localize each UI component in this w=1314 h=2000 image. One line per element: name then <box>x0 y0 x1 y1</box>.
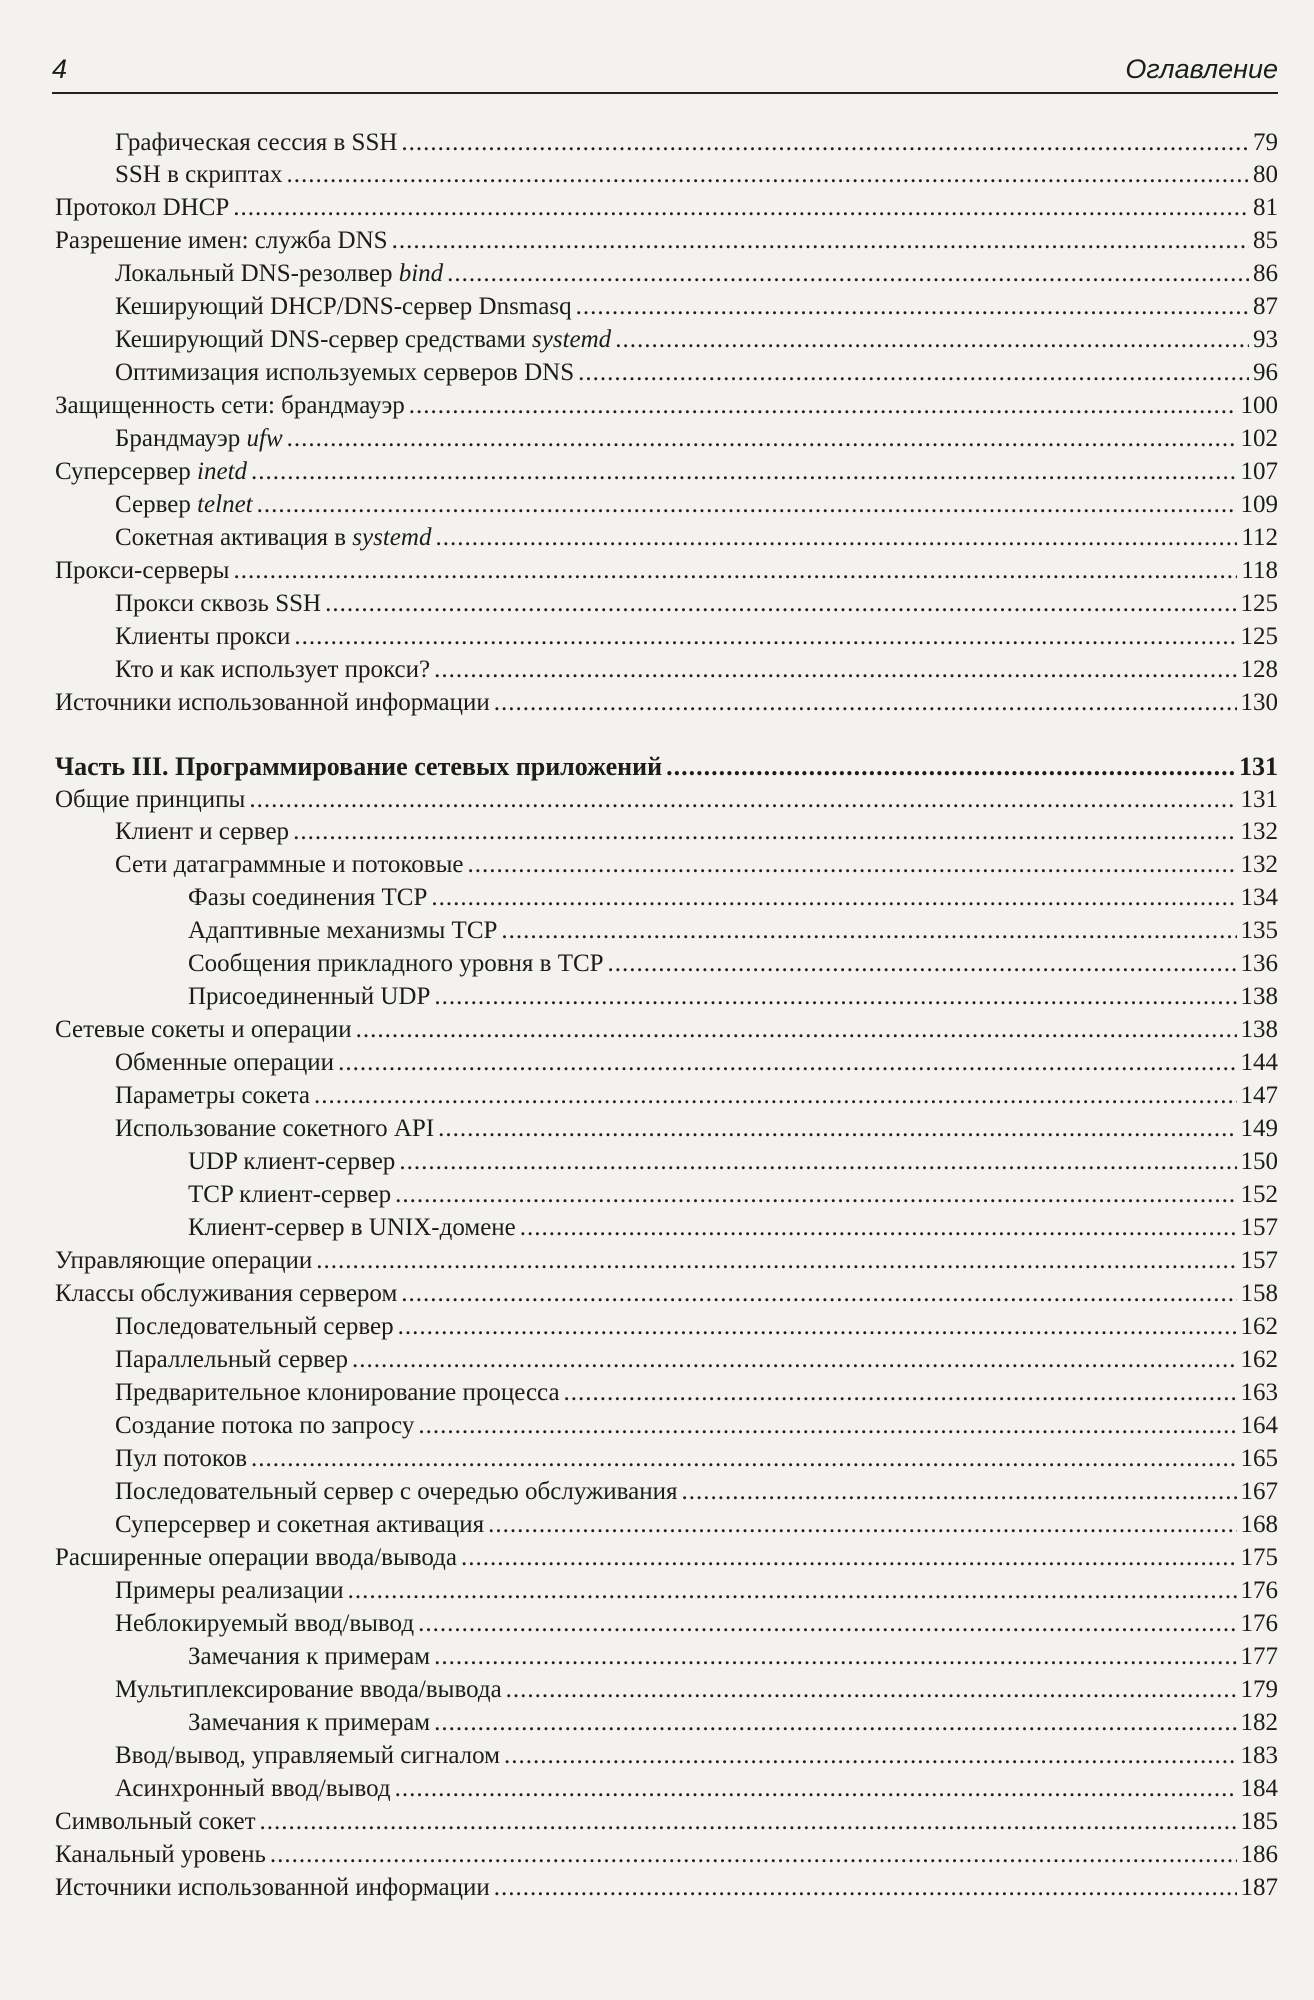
toc-entry-title <box>115 850 464 880</box>
dot-leader <box>434 655 1236 685</box>
toc-entry-title-text: Ввод/вывод, управляемый сигналом <box>115 1742 500 1769</box>
dot-leader <box>352 1345 1237 1375</box>
toc-entry-page: 163 <box>1240 1379 1278 1406</box>
toc-entry <box>115 358 1278 388</box>
toc-entry-page: 135 <box>1240 917 1278 944</box>
toc-entry-title <box>115 589 321 619</box>
toc-entry-title <box>188 1180 391 1210</box>
toc-entry-page: 128 <box>1240 656 1278 683</box>
toc-entry <box>115 1774 1278 1804</box>
toc-entry-title-text: Замечания к примерам <box>188 1643 431 1670</box>
toc-entry-title <box>55 1279 397 1309</box>
toc-entry <box>55 391 1278 421</box>
toc-entry-page: 125 <box>1240 590 1278 617</box>
toc-entry-title <box>188 949 604 979</box>
toc-entry <box>115 1378 1278 1408</box>
dot-leader <box>504 1741 1237 1771</box>
page-number: 4 <box>52 54 68 84</box>
dot-leader <box>434 1708 1236 1738</box>
toc-entry-title-text: Сервер <box>115 491 198 518</box>
toc-entry <box>55 457 1278 487</box>
toc-entry <box>55 785 1278 815</box>
toc-entry-title <box>55 752 662 782</box>
dot-leader <box>401 128 1249 158</box>
dot-leader <box>338 1048 1236 1078</box>
toc-entry-title <box>115 1675 502 1705</box>
toc-entry-page: 144 <box>1240 1049 1278 1076</box>
toc-entry-page: 162 <box>1240 1346 1278 1373</box>
toc-entry-title-text: Неблокируемый ввод/вывод <box>115 1610 415 1637</box>
dot-leader <box>251 1444 1236 1474</box>
toc-entry-page: 168 <box>1240 1511 1278 1538</box>
toc-entry-page: 132 <box>1240 818 1278 845</box>
toc-entry-title-text: Клиент-сервер в UNIX-домене <box>188 1214 516 1241</box>
dot-leader <box>666 752 1235 782</box>
toc-entry-title-text: Создание потока по запросу <box>115 1412 415 1439</box>
toc-entry <box>188 1642 1278 1672</box>
dot-leader <box>356 1015 1237 1045</box>
dot-leader <box>233 193 1249 223</box>
toc-entry <box>188 982 1278 1012</box>
toc-entry-page: 138 <box>1240 983 1278 1010</box>
toc-entry <box>115 128 1278 158</box>
toc-entry-title-text: Классы обслуживания сервером <box>55 1280 398 1307</box>
dot-leader <box>418 1411 1236 1441</box>
toc-entry-page: 167 <box>1240 1478 1278 1505</box>
dot-leader <box>233 556 1237 586</box>
toc-entry-title <box>188 982 430 1012</box>
toc-entry-title <box>115 622 290 652</box>
toc-entry <box>188 883 1278 913</box>
toc-entry <box>115 1444 1278 1474</box>
toc-entry-title <box>188 1708 430 1738</box>
toc-entry-title-text: Адаптивные механизмы TCP <box>188 917 498 944</box>
toc-entry-title-text: Примеры реализации <box>115 1577 344 1604</box>
dot-leader <box>395 1180 1236 1210</box>
toc-entry-page: 158 <box>1240 1280 1278 1307</box>
toc-entry-title <box>115 1444 247 1474</box>
toc-entry-page: 182 <box>1240 1709 1278 1736</box>
toc-entry <box>115 292 1278 322</box>
toc-entry-page: 157 <box>1240 1247 1278 1274</box>
dot-leader <box>270 1840 1237 1870</box>
toc-entry-page: 150 <box>1240 1148 1278 1175</box>
toc-entry <box>115 1411 1278 1441</box>
toc-entry-title <box>55 1840 266 1870</box>
toc-entry-page: 81 <box>1253 194 1278 221</box>
toc-entry <box>115 1048 1278 1078</box>
toc-entry-title-text: Использование сокетного API <box>115 1115 435 1142</box>
toc-entry-title <box>55 688 490 718</box>
dot-leader <box>431 883 1236 913</box>
toc-entry-page: 85 <box>1253 227 1278 254</box>
dot-leader <box>615 325 1249 355</box>
toc-entry <box>115 1576 1278 1606</box>
toc-entry-title-text: Источники использованной информации <box>55 1874 490 1901</box>
toc-entry-title-text: Оптимизация используемых серверов DNS <box>115 359 575 386</box>
toc-entry-title-text: Протокол DHCP <box>55 194 230 221</box>
toc-entry <box>115 1312 1278 1342</box>
toc-entry-page: 176 <box>1240 1577 1278 1604</box>
toc-entry-title <box>115 1609 414 1639</box>
toc-entry-title-text: Мультиплексирование ввода/вывода <box>115 1676 502 1703</box>
toc-entry-title-italic: telnet <box>197 491 253 518</box>
toc-entry-page: 107 <box>1240 458 1278 485</box>
toc-entry-title <box>55 1873 490 1903</box>
dot-leader <box>314 1081 1237 1111</box>
toc-entry-title-text: Суперсервер <box>55 458 198 485</box>
toc-entry <box>115 1477 1278 1507</box>
toc-entry-title-text: Сообщения прикладного уровня в TCP <box>188 950 604 977</box>
toc-entry-page: 132 <box>1240 851 1278 878</box>
toc-entry-page: 131 <box>1240 786 1278 813</box>
toc-entry-title-text: Брандмауэр <box>115 425 247 452</box>
toc-entry-title-text: Графическая сессия в SSH <box>115 129 398 156</box>
toc-entry-title <box>188 1147 395 1177</box>
toc-entry-page: 185 <box>1240 1808 1278 1835</box>
toc-entry <box>55 688 1278 718</box>
toc-entry-title <box>115 1345 348 1375</box>
toc-entry <box>188 1147 1278 1177</box>
toc-entry <box>55 1807 1278 1837</box>
toc-entry-title-text: Управляющие операции <box>55 1247 313 1274</box>
dot-leader <box>251 457 1236 487</box>
dot-leader <box>501 916 1236 946</box>
toc-entry-page: 152 <box>1240 1181 1278 1208</box>
toc-entry-title <box>115 1378 560 1408</box>
toc-entry <box>115 655 1278 685</box>
dot-leader <box>287 160 1250 190</box>
toc-entry-title <box>55 457 247 487</box>
dot-leader <box>447 259 1249 289</box>
toc-entry <box>115 424 1278 454</box>
toc-entry <box>115 1675 1278 1705</box>
page-header <box>52 52 1278 94</box>
toc-entry-title-text: Клиент и сервер <box>115 818 290 845</box>
toc-entry <box>115 850 1278 880</box>
toc-entry-page: 130 <box>1240 689 1278 716</box>
toc-entry-title-text: Асинхронный ввод/вывод <box>115 1775 391 1802</box>
toc-entry-title-text: Сокетная активация в <box>115 524 353 551</box>
dot-leader <box>398 1312 1237 1342</box>
toc-entry-title-text: Фазы соединения TCP <box>188 884 428 911</box>
toc-entry <box>55 1873 1278 1903</box>
dot-leader <box>418 1609 1236 1639</box>
dot-leader <box>257 490 1237 520</box>
dot-leader <box>293 817 1236 847</box>
toc-entry-title <box>115 1411 414 1441</box>
dot-leader <box>294 622 1236 652</box>
toc-entry-page: 164 <box>1240 1412 1278 1439</box>
toc-entry <box>55 752 1278 782</box>
toc-entry-title-text: Предварительное клонирование процесса <box>115 1379 560 1406</box>
toc-entry <box>55 1015 1278 1045</box>
toc-entry <box>55 1246 1278 1276</box>
dot-leader <box>316 1246 1236 1276</box>
toc-entry-title <box>188 1213 516 1243</box>
toc-entry-title <box>115 490 253 520</box>
toc-entry-title-text: Прокси-серверы <box>55 557 230 584</box>
dot-leader <box>348 1576 1237 1606</box>
toc-entry-page: 186 <box>1240 1841 1278 1868</box>
toc-entry-title <box>188 916 497 946</box>
toc-entry-title <box>115 1081 310 1111</box>
toc-entry-title-text: Обменные операции <box>115 1049 335 1076</box>
toc-entry-title <box>115 817 289 847</box>
toc-entry-page: 109 <box>1240 491 1278 518</box>
toc-entry <box>55 193 1278 223</box>
dot-leader <box>520 1213 1237 1243</box>
toc-entry-title <box>55 391 405 421</box>
toc-entry-page: 162 <box>1240 1313 1278 1340</box>
toc-entry <box>115 589 1278 619</box>
toc-entry-page: 112 <box>1241 524 1278 551</box>
dot-leader <box>392 226 1249 256</box>
toc-entry-title-text: Пул потоков <box>115 1445 248 1472</box>
toc-entry <box>55 1279 1278 1309</box>
toc-entry <box>115 817 1278 847</box>
toc-entry-title <box>115 128 397 158</box>
toc-entry-title <box>115 523 431 553</box>
toc-entry-title-text: Замечания к примерам <box>188 1709 431 1736</box>
toc-entry-page: 176 <box>1240 1610 1278 1637</box>
toc-entry-page: 87 <box>1253 293 1278 320</box>
toc-entry-title-text: Кеширующий DHCP/DNS-сервер Dnsmasq <box>115 293 572 320</box>
dot-leader <box>578 358 1249 388</box>
toc-entry-page: 183 <box>1240 1742 1278 1769</box>
toc-entry-title <box>115 1477 678 1507</box>
toc-entry-page: 134 <box>1240 884 1278 911</box>
toc-entry <box>188 1708 1278 1738</box>
toc-entry-title-text: Суперсервер и сокетная активация <box>115 1511 485 1538</box>
toc-entry-title <box>55 1015 352 1045</box>
toc-entry-page: 147 <box>1240 1082 1278 1109</box>
toc-entry <box>115 1345 1278 1375</box>
toc-entry <box>115 1510 1278 1540</box>
toc-entry-page: 93 <box>1253 326 1278 353</box>
toc-entry-page: 175 <box>1240 1544 1278 1571</box>
toc-entry <box>55 556 1278 586</box>
toc-entry <box>115 1609 1278 1639</box>
toc-entry <box>115 160 1278 190</box>
toc-entry-page: 177 <box>1240 1643 1278 1670</box>
dot-leader <box>461 1543 1237 1573</box>
dot-leader <box>434 1642 1236 1672</box>
toc-entry <box>115 1741 1278 1771</box>
toc-entry-title-text: Кеширующий DNS-сервер средствами <box>115 326 533 353</box>
toc-entry-title-text: Разрешение имен: служба DNS <box>55 227 388 254</box>
toc-entry-page: 86 <box>1253 260 1278 287</box>
toc-entry-title-text: Защищенность сети: брандмауэр <box>55 392 405 419</box>
toc-entry-page: 79 <box>1253 129 1278 156</box>
toc-entry-page: 149 <box>1240 1115 1278 1142</box>
toc-entry <box>115 325 1278 355</box>
running-head: Оглавление <box>1125 54 1278 84</box>
dot-leader <box>399 1147 1236 1177</box>
toc-entry-title-text: Параллельный сервер <box>115 1346 348 1373</box>
toc-entry-title <box>115 292 572 322</box>
toc-entry-page: 102 <box>1240 425 1278 452</box>
toc-entry-title-text: Последовательный сервер с очередью обслуживания <box>115 1478 678 1505</box>
toc-entry-title-italic: inetd <box>197 458 248 485</box>
toc-entry-title <box>55 1807 256 1837</box>
toc-entry <box>55 1840 1278 1870</box>
dot-leader <box>260 1807 1237 1837</box>
toc-entry-title-text: SSH в скриптах <box>115 161 283 188</box>
toc-entry <box>115 490 1278 520</box>
toc-entry-title <box>55 1543 457 1573</box>
toc-entry-title-text: Символьный сокет <box>55 1808 256 1835</box>
toc-entry-title-text: Общие принципы <box>55 786 246 813</box>
dot-leader <box>576 292 1249 322</box>
toc-entry-page: 157 <box>1240 1214 1278 1241</box>
dot-leader <box>287 424 1237 454</box>
dot-leader <box>249 785 1236 815</box>
toc-entry <box>188 916 1278 946</box>
toc-entry <box>115 1081 1278 1111</box>
toc-entry-title-text: Клиенты прокси <box>115 623 291 650</box>
toc-entry-title-text: UDP клиент-сервер <box>188 1148 396 1175</box>
toc-entry-title-text: Источники использованной информации <box>55 689 490 716</box>
dot-leader <box>468 850 1237 880</box>
toc-entry-title <box>115 259 443 289</box>
dot-leader <box>435 523 1237 553</box>
toc-entry-title-text: Последовательный сервер <box>115 1313 394 1340</box>
toc-entry-title-text: Параметры сокета <box>115 1082 310 1109</box>
toc-entry-title <box>188 1642 430 1672</box>
toc-entry-title-text: Часть III. Программирование сетевых приложений <box>55 752 663 781</box>
toc-entry-title <box>188 883 427 913</box>
toc-entry <box>115 622 1278 652</box>
dot-leader <box>494 1873 1237 1903</box>
toc-entry-title <box>115 1741 500 1771</box>
toc-entry-title <box>115 655 430 685</box>
toc-entry-title-text: Кто и как использует прокси? <box>115 656 431 683</box>
toc-entry-title-text: Прокси сквозь SSH <box>115 590 322 617</box>
toc-entry-title <box>115 325 611 355</box>
toc-entry-title <box>115 1048 334 1078</box>
toc-entry-title <box>115 424 283 454</box>
toc-entry-title-text: Локальный DNS-резолвер <box>115 260 399 287</box>
toc-entry <box>115 523 1278 553</box>
toc-entry-page: 118 <box>1241 557 1278 584</box>
toc-entry <box>55 226 1278 256</box>
dot-leader <box>325 589 1236 619</box>
toc-entry-title <box>115 1510 484 1540</box>
toc-entry-title <box>55 556 229 586</box>
toc-entry-page: 187 <box>1240 1874 1278 1901</box>
toc-entry <box>55 1543 1278 1573</box>
toc-entry-page: 125 <box>1240 623 1278 650</box>
toc-entry-page: 184 <box>1240 1775 1278 1802</box>
toc-entry-page: 165 <box>1240 1445 1278 1472</box>
toc-entry-title <box>115 1114 434 1144</box>
toc-entry-title-italic: systemd <box>532 326 612 353</box>
toc-entry-title-italic: ufw <box>246 425 283 452</box>
dot-leader <box>438 1114 1236 1144</box>
dot-leader <box>401 1279 1236 1309</box>
toc-entry-title <box>55 785 245 815</box>
dot-leader <box>682 1477 1237 1507</box>
toc-entry-title <box>115 1576 344 1606</box>
toc-entry-title <box>55 193 229 223</box>
toc-entry <box>188 1180 1278 1210</box>
toc-entry-title <box>55 1246 312 1276</box>
dot-leader <box>434 982 1236 1012</box>
dot-leader <box>409 391 1237 421</box>
toc-entry-title-text: Присоединенный UDP <box>188 983 431 1010</box>
dot-leader <box>608 949 1237 979</box>
toc-entry-title <box>115 358 574 388</box>
toc-entry-title-text: Канальный уровень <box>55 1841 266 1868</box>
toc-entry-page: 131 <box>1239 752 1278 781</box>
dot-leader <box>395 1774 1237 1804</box>
toc-entry <box>115 1114 1278 1144</box>
toc-entry-title-text: TCP клиент-сервер <box>188 1181 392 1208</box>
toc-entry-page: 138 <box>1240 1016 1278 1043</box>
toc-entry-page: 179 <box>1240 1676 1278 1703</box>
toc-entry-page: 136 <box>1240 950 1278 977</box>
toc-entry-page: 80 <box>1253 161 1278 188</box>
toc-entry-title-text: Сетевые сокеты и операции <box>55 1016 352 1043</box>
dot-leader <box>488 1510 1236 1540</box>
toc-entry-title <box>115 1774 391 1804</box>
toc-entry <box>115 259 1278 289</box>
toc-entry <box>188 1213 1278 1243</box>
dot-leader <box>506 1675 1237 1705</box>
toc-entry <box>188 949 1278 979</box>
toc-entry-title-text: Сети датаграммные и потоковые <box>115 851 464 878</box>
toc-entry-title <box>55 226 388 256</box>
toc-entry-page: 96 <box>1253 359 1278 386</box>
toc-entry-title <box>115 160 283 190</box>
toc-entry-title-italic: bind <box>398 260 444 287</box>
dot-leader <box>494 688 1237 718</box>
dot-leader <box>564 1378 1237 1408</box>
toc-entry-title <box>115 1312 394 1342</box>
toc-entry-page: 100 <box>1240 392 1278 419</box>
toc-entry-title-italic: systemd <box>352 524 432 551</box>
toc-entry-title-text: Расширенные операции ввода/вывода <box>55 1544 457 1571</box>
